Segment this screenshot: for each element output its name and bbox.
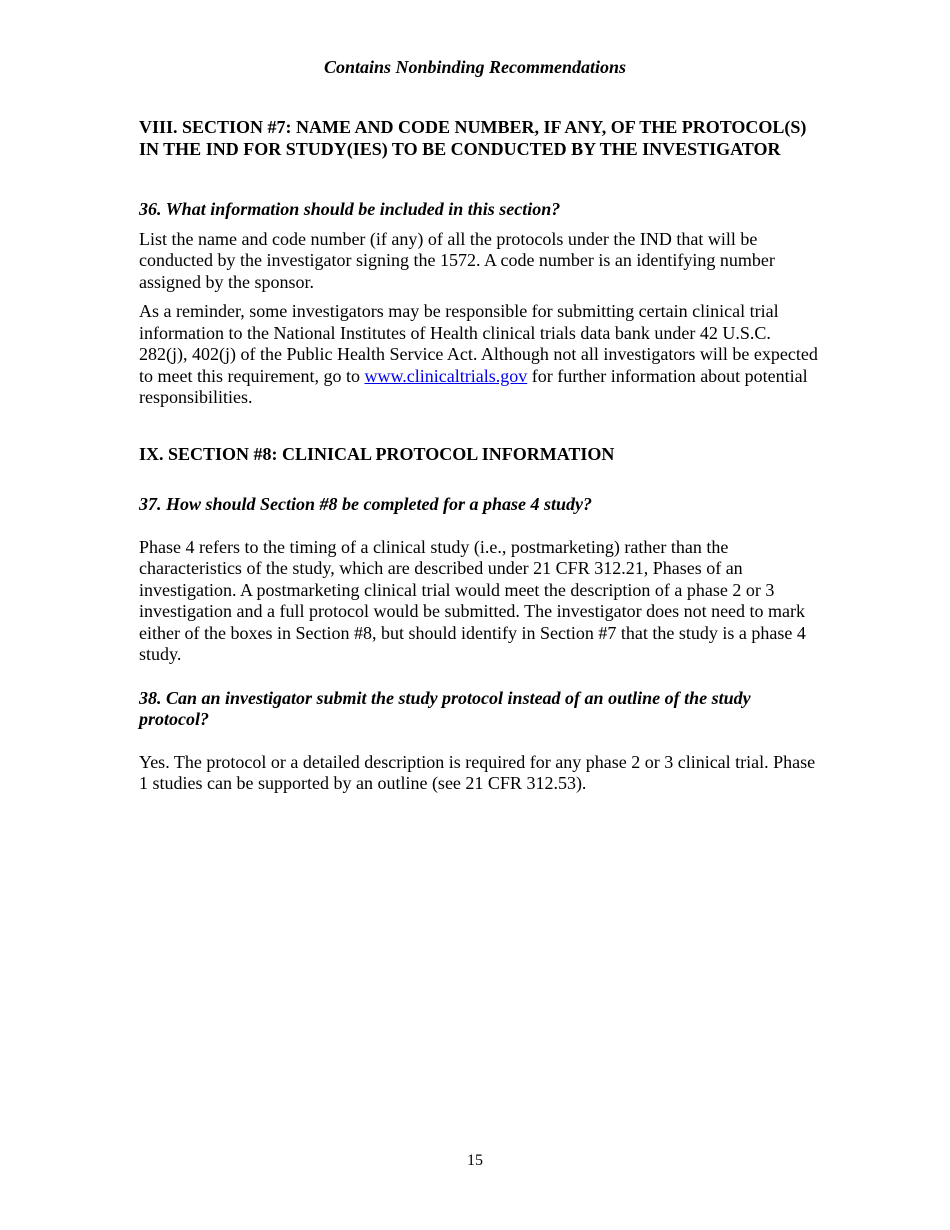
page-number: 15	[467, 1152, 483, 1169]
q38-answer: Yes. The protocol or a detailed description is required for any phase 2 or 3 clinical trial. Phase 1 studies can be supported by an outline (see 21 CFR 312.53).	[139, 751, 816, 793]
q36-paragraph-2-text-a: As a reminder, some investigators may be responsible for submitting certain clinical trial information to the National Institutes of Health clinical trials data bank under 42 U.S.C. 282(j), 402(j) of the Public Health Service Act. Although not all investigators will be expected to meet this requirement, go to	[139, 301, 818, 386]
question-36: 36. What information should be included in this section?	[139, 199, 561, 219]
q37-answer: Phase 4 refers to the timing of a clinical study (i.e., postmarketing) rather than the characteristics of the study, which are described under 21 CFR 312.21, Phases of an investigation. A postmarketing clinical trial would meet the description of a phase 2 or 3 investigation and a full protocol would be submitted. The investigator does not need to mark either of the boxes in Section #8, but should identify in Section #7 that the study is a phase 4 study.	[139, 536, 806, 664]
page-body	[139, 117, 819, 795]
q36-paragraph-2	[139, 301, 819, 409]
question-38: 38. Can an investigator submit the study protocol instead of an outline of the study protocol?	[139, 687, 751, 729]
clinicaltrials-link[interactable]: www.clinicaltrials.gov	[364, 365, 528, 386]
q36-paragraph-1: List the name and code number (if any) of all the protocols under the IND that will be conducted by the investigator signing the 1572. A code number is an identifying number assigned by the sponsor.	[139, 228, 775, 292]
section-ix-heading: IX. SECTION #8: CLINICAL PROTOCOL INFORMATION	[139, 443, 615, 464]
question-37: 37. How should Section #8 be completed for a phase 4 study?	[139, 494, 593, 514]
q36-paragraph-2-text-b: for further information about potential responsibilities.	[139, 365, 808, 407]
running-header: Contains Nonbinding Recommendations	[323, 57, 627, 77]
section-viii-heading: VIII. SECTION #7: NAME AND CODE NUMBER, IF ANY, OF THE PROTOCOL(S) IN THE IND FOR STUDY(IES) TO BE CONDUCTED BY THE INVESTIGATOR	[139, 117, 807, 159]
